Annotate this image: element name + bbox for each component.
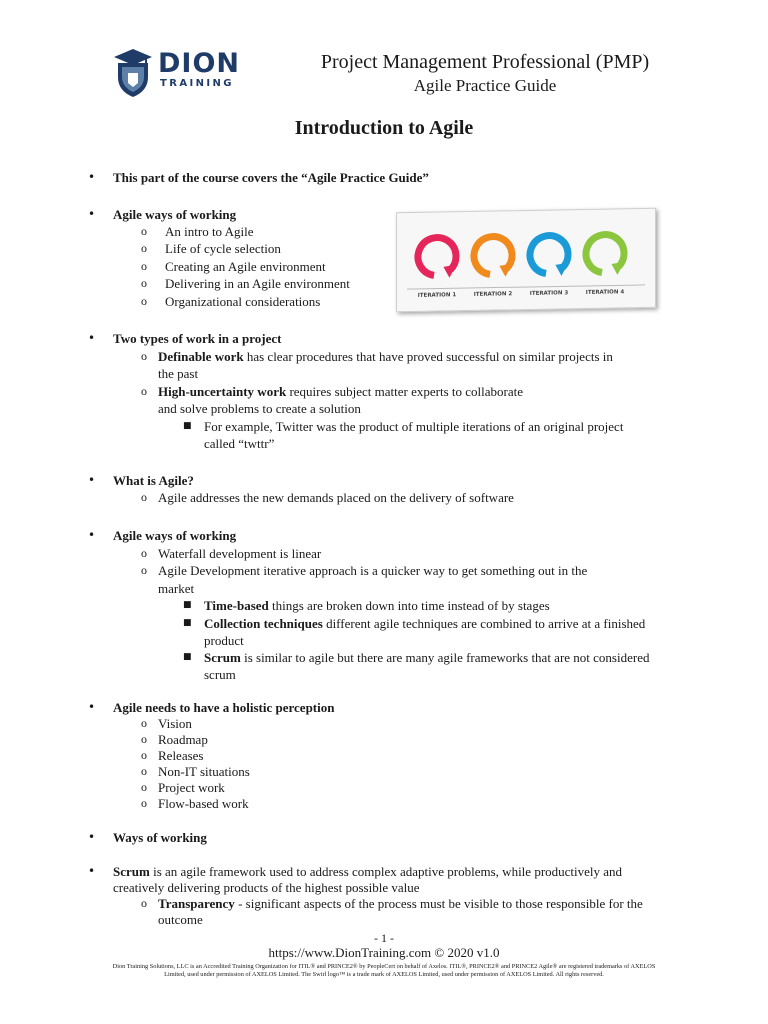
list-item: Creating an Agile environment: [165, 259, 326, 274]
list-item-continuation: product: [204, 633, 244, 648]
sub-bullet-icon: o: [141, 349, 147, 363]
list-item: Delivering in an Agile environment: [165, 276, 350, 291]
list-item: Non-IT situations: [158, 764, 250, 779]
list-item: For example, Twitter was the product of multiple iterations of an original project: [204, 419, 624, 434]
header-subtitle: Agile Practice Guide: [413, 76, 557, 95]
sub-bullet-icon: o: [141, 224, 147, 238]
sub-bullet-icon: o: [141, 241, 147, 255]
iteration-label: ITERATION 1: [417, 292, 457, 299]
iterations-illustration: [396, 208, 656, 313]
page-number: - 1 -: [374, 931, 394, 945]
section-heading: Two types of work in a project: [113, 331, 282, 346]
arrowhead-icon: [499, 264, 512, 277]
list-item: Transparency - significant aspects of the process must be visible to those responsible for the: [158, 896, 643, 911]
sub-bullet-icon: o: [141, 780, 147, 794]
arrowhead-icon: [611, 262, 624, 275]
paragraph-continuation: creatively delivering products of the highest possible value: [113, 880, 420, 895]
sub-bullet-icon: o: [141, 796, 147, 810]
footer-legal-line: Limited, used under permission of AXELOS Limited. The Swirl logo™ is a trade mark of AXELOS Limited, used under permission of AXELOS Limited. All rights reserved.: [164, 971, 604, 978]
list-item: Definable work has clear procedures that have proved successful on similar projects in: [158, 349, 613, 364]
list-item: Releases: [158, 748, 204, 763]
sub-bullet-icon: o: [141, 748, 147, 762]
header-title: Project Management Professional (PMP): [320, 51, 650, 73]
sub-bullet-icon: o: [141, 294, 147, 308]
list-item: Roadmap: [158, 732, 208, 747]
iteration-label: ITERATION 2: [473, 291, 513, 298]
section-heading: Ways of working: [113, 830, 207, 845]
sub-bullet-icon: o: [141, 259, 147, 273]
sub-bullet-icon: o: [141, 764, 147, 778]
list-item: Project work: [158, 780, 225, 795]
list-item-continuation: scrum: [204, 667, 236, 682]
section-heading: Agile needs to have a holistic perception: [113, 700, 335, 715]
sub-bullet-icon: o: [141, 490, 147, 504]
sub-bullet-icon: o: [141, 896, 147, 910]
arrowhead-icon: [555, 263, 568, 276]
square-bullet-icon: ■: [183, 421, 192, 431]
square-bullet-icon: ■: [183, 618, 192, 628]
bullet-icon: •: [88, 207, 96, 221]
iteration-label: ITERATION 3: [529, 290, 569, 297]
list-item: Vision: [158, 716, 192, 731]
list-item: Time-based things are broken down into time instead of by stages: [204, 598, 550, 613]
sub-bullet-icon: o: [141, 563, 147, 577]
shield-icon: [112, 47, 154, 99]
sub-bullet-icon: o: [141, 546, 147, 560]
section-heading: Agile ways of working: [113, 207, 237, 222]
sub-bullet-icon: o: [141, 276, 147, 290]
list-item: Waterfall development is linear: [158, 546, 322, 561]
arrowhead-icon: [443, 265, 456, 278]
sub-bullet-icon: o: [141, 716, 147, 730]
square-bullet-icon: ■: [183, 600, 192, 610]
bullet-icon: •: [88, 170, 96, 184]
page-title: Introduction to Agile: [294, 117, 474, 139]
list-item: Organizational considerations: [165, 294, 321, 309]
logo-wordmark: DION: [158, 48, 241, 79]
bullet-icon: •: [88, 331, 96, 345]
list-item: Scrum is similar to agile but there are many agile frameworks that are not considered: [204, 650, 650, 665]
list-item-continuation: outcome: [158, 912, 203, 927]
intro-statement: This part of the course covers the “Agile Practice Guide”: [113, 170, 429, 185]
section-heading: What is Agile?: [113, 473, 194, 488]
bullet-icon: •: [88, 473, 96, 487]
iteration-cycles: [397, 209, 655, 312]
iteration-cycle-3: [530, 235, 569, 297]
list-item: Agile Development iterative approach is a quicker way to get something out in the: [158, 563, 588, 578]
list-item-continuation: the past: [158, 366, 199, 381]
list-item: Collection techniques different agile techniques are combined to arrive at a finished: [204, 616, 646, 631]
list-item: Agile addresses the new demands placed on the delivery of software: [158, 490, 514, 505]
iteration-cycle-1: [418, 237, 457, 299]
sub-bullet-icon: o: [141, 384, 147, 398]
paragraph: Scrum is an agile framework used to address complex adaptive problems, while productively and: [113, 864, 623, 879]
square-bullet-icon: ■: [183, 652, 192, 662]
iteration-label: ITERATION 4: [585, 289, 625, 296]
iteration-cycle-2: [474, 236, 513, 298]
section-heading: Agile ways of working: [113, 528, 237, 543]
list-item-continuation: called “twttr”: [204, 436, 275, 451]
list-item-continuation: and solve problems to create a solution: [158, 401, 361, 416]
bullet-icon: •: [88, 700, 96, 714]
list-item: High-uncertainty work requires subject matter experts to collaborate: [158, 384, 523, 399]
footer-url[interactable]: https://www.DionTraining.com © 2020 v1.0: [268, 945, 500, 960]
list-item: Flow-based work: [158, 796, 249, 811]
dion-training-logo: [112, 47, 244, 99]
bullet-icon: •: [88, 830, 96, 844]
iteration-cycle-4: [586, 234, 625, 296]
bullet-icon: •: [88, 528, 96, 542]
list-item: Life of cycle selection: [165, 241, 281, 256]
bullet-icon: •: [88, 864, 96, 878]
footer-legal-line: Dion Training Solutions, LLC is an Accredited Training Organization for ITIL® and PRINCE2® by PeopleCert on behalf of Axelos. ITIL®, PRINCE2® and PRINCE2 Agile® are registered trademarks of AXELOS: [112, 963, 656, 970]
list-item-continuation: market: [158, 581, 195, 596]
list-item: An intro to Agile: [165, 224, 254, 239]
logo-tagline: TRAINING: [160, 78, 234, 89]
timeline-divider: [407, 285, 645, 289]
sub-bullet-icon: o: [141, 732, 147, 746]
